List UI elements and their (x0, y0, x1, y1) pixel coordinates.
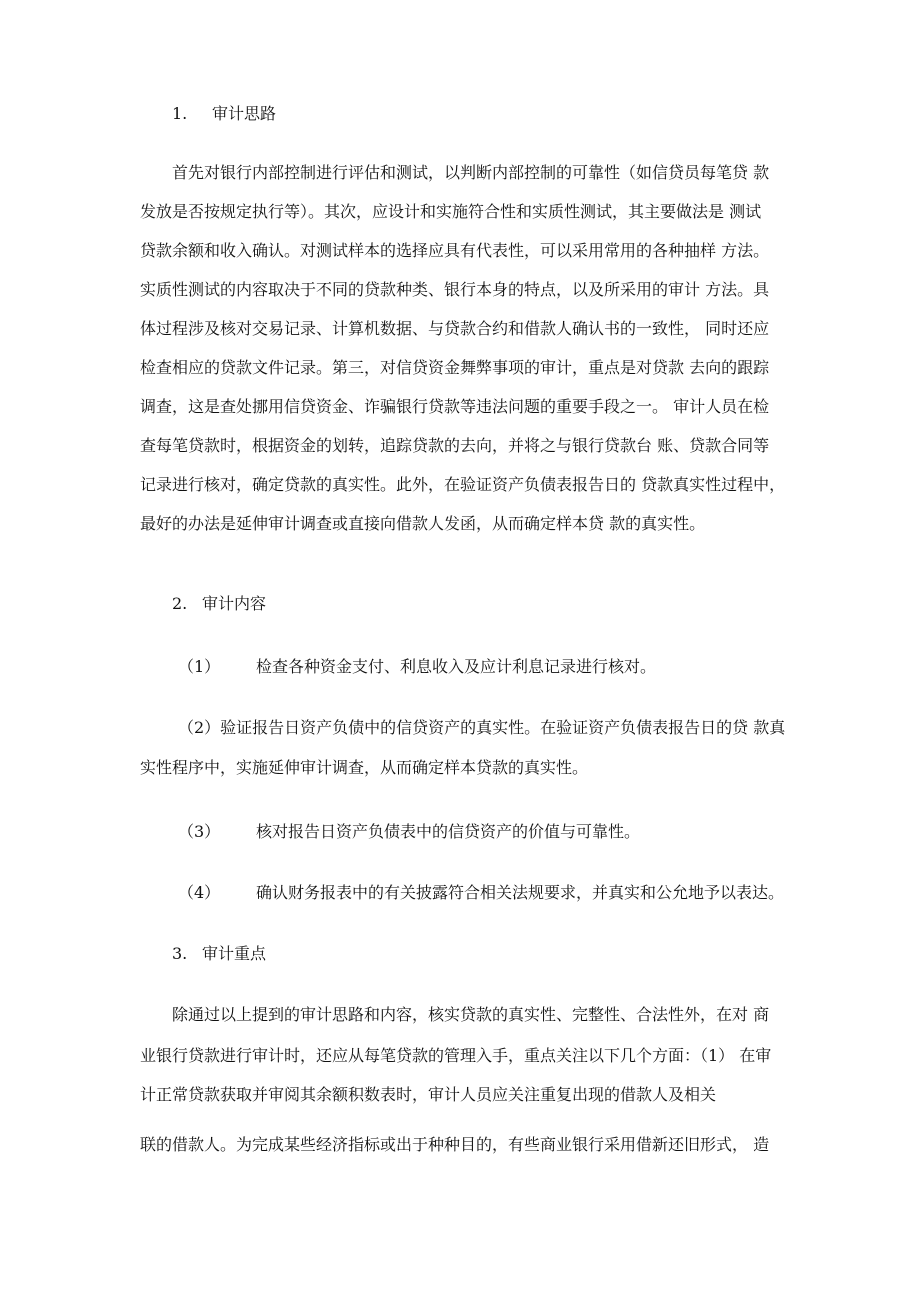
section-2-number: 2. (172, 594, 188, 613)
list-item-4 (178, 883, 784, 903)
paragraph-line: 联的借款人。为完成某些经济指标或出于种种目的，有些商业银行采用借新还旧形式， 造 (140, 1135, 770, 1154)
section-2-heading (172, 594, 266, 614)
list-item-3 (178, 822, 640, 842)
section-3-title: 审计重点 (202, 944, 267, 963)
section-1-title: 审计思路 (212, 104, 277, 123)
paragraph-line: 记录进行核对，确定贷款的真实性。此外，在验证资产负债表报告日的 贷款真实性过程中， (140, 475, 786, 494)
section-2-title: 审计内容 (202, 594, 267, 613)
paragraph-line: 业银行贷款进行审计时，还应从每笔贷款的管理入手，重点关注以下几个方面：（1） 在审 (140, 1046, 772, 1065)
section-1-number: 1. (172, 104, 188, 123)
list-item-1 (178, 657, 656, 677)
list-item-number: （3） (178, 822, 221, 841)
list-item-number: （4） (178, 883, 221, 902)
paragraph-line: 检查相应的贷款文件记录。第三，对信贷资金舞弊事项的审计，重点是对贷款 去向的跟踪 (140, 358, 770, 377)
paragraph-line: 发放是否按规定执行等）。其次，应设计和实施符合性和实质性测试，其主要做法是 测试 (140, 202, 762, 221)
paragraph-line: 除通过以上提到的审计思路和内容，核实贷款的真实性、完整性、合法性外，在对 商 (172, 1005, 770, 1024)
list-item-text: 核对报告日资产负债表中的信贷资产的价值与可靠性。 (256, 822, 641, 841)
list-item-2-line-2: 实性程序中，实施延伸审计调查，从而确定样本贷款的真实性。 (140, 758, 589, 777)
paragraph-line: 首先对银行内部控制进行评估和测试，以判断内部控制的可靠性（如信贷员每笔贷 款 (172, 163, 770, 182)
paragraph-line: 调查，这是查处挪用信贷资金、诈骗银行贷款等违法问题的重要手段之一。 审计人员在检 (140, 397, 770, 416)
paragraph-line: 贷款余额和收入确认。对测试样本的选择应具有代表性，可以采用常用的各种抽样 方法。 (140, 241, 770, 260)
list-item-2-line-1: （2）验证报告日资产负债中的信贷资产的真实性。在验证资产负债表报告日的贷 款真 (178, 718, 786, 737)
list-item-text: 检查各种资金支付、利息收入及应计利息记录进行核对。 (256, 657, 657, 676)
section-3-number: 3. (172, 944, 188, 963)
section-1-heading (172, 104, 276, 124)
section-3-heading (172, 944, 266, 964)
list-item-text: 确认财务报表中的有关披露符合相关法规要求，并真实和公允地予以表达。 (256, 883, 785, 902)
list-item-number: （1） (178, 657, 221, 676)
paragraph-line: 计正常贷款获取并审阅其余额积数表时，审计人员应关注重复出现的借款人及相关 (140, 1085, 717, 1104)
paragraph-line: 查每笔贷款时，根据资金的划转，追踪贷款的去向，并将之与银行贷款台 账、贷款合同等 (140, 436, 770, 455)
paragraph-line: 实质性测试的内容取决于不同的贷款种类、银行本身的特点，以及所采用的审计 方法。具 (140, 280, 770, 299)
paragraph-line: 体过程涉及核对交易记录、计算机数据、与贷款合约和借款人确认书的一致性， 同时还应 (140, 319, 770, 338)
paragraph-line: 最好的办法是延伸审计调查或直接向借款人发函，从而确定样本贷 款的真实性。 (140, 514, 706, 533)
